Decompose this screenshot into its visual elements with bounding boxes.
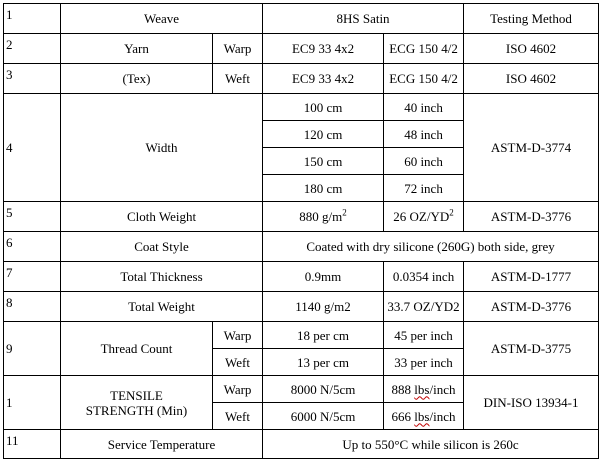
- row-number: 9: [4, 322, 61, 376]
- table-row: [4, 202, 599, 232]
- cloth-weight-metric: [263, 202, 384, 232]
- yarn-weft-value-1: EC9 33 4x2: [263, 64, 384, 94]
- tensile-warp-number: 888: [391, 381, 415, 397]
- row-number: 7: [4, 262, 61, 292]
- row-number: 1: [4, 376, 61, 430]
- table-row: [4, 430, 599, 459]
- cloth-weight-imperial-value: 26 OZ/YD: [393, 209, 450, 224]
- tensile-weft-metric: 6000 N/5cm: [263, 403, 384, 430]
- width-cm: 100 cm: [263, 94, 384, 121]
- thread-warp-metric: 18 per cm: [263, 322, 384, 349]
- warp-label: Warp: [213, 322, 263, 349]
- cloth-weight-imperial: [384, 202, 464, 232]
- weft-label: Weft: [213, 403, 263, 430]
- total-weight-imperial: 33.7 OZ/YD2: [384, 292, 464, 322]
- width-inch: 40 inch: [384, 94, 464, 121]
- table-row: [4, 292, 599, 322]
- weft-label: Weft: [213, 64, 263, 94]
- cloth-weight-label: Cloth Weight: [61, 202, 263, 232]
- table-row: [4, 94, 599, 121]
- width-method: ASTM-D-3774: [464, 94, 599, 202]
- row-number: 5: [4, 202, 61, 232]
- table-row: [4, 262, 599, 292]
- width-cm: 180 cm: [263, 175, 384, 202]
- tensile-label-line-2: STRENGTH (Min): [85, 402, 188, 418]
- tex-method: ISO 4602: [464, 64, 599, 94]
- table-row: [4, 64, 599, 94]
- cloth-weight-metric-sup: 2: [342, 207, 347, 218]
- tensile-label-line-1: TENSILE: [110, 387, 163, 403]
- service-temperature-value: Up to 550°C while silicon is 260c: [263, 430, 599, 459]
- thread-weft-metric: 13 per cm: [263, 349, 384, 376]
- weave-value: 8HS Satin: [263, 4, 464, 34]
- row-number: 1: [4, 4, 61, 34]
- table-row: [4, 376, 599, 403]
- table-row: [4, 34, 599, 64]
- tensile-weft-tail: /inch: [429, 408, 456, 424]
- total-weight-method: ASTM-D-3776: [464, 292, 599, 322]
- row-number: 8: [4, 292, 61, 322]
- row-number: 6: [4, 232, 61, 262]
- yarn-weft-value-2: ECG 150 4/2: [384, 64, 464, 94]
- yarn-label: Yarn: [61, 34, 213, 64]
- yarn-method: ISO 4602: [464, 34, 599, 64]
- width-inch: 72 inch: [384, 175, 464, 202]
- width-label: Width: [61, 94, 263, 202]
- yarn-warp-value-1: EC9 33 4x2: [263, 34, 384, 64]
- tensile-method: DIN-ISO 13934-1: [464, 376, 599, 430]
- width-cm: 120 cm: [263, 121, 384, 148]
- total-thickness-method: ASTM-D-1777: [464, 262, 599, 292]
- tensile-warp-metric: 8000 N/5cm: [263, 376, 384, 403]
- tensile-strength-label: [61, 376, 213, 430]
- tensile-warp-imperial: [384, 376, 464, 403]
- warp-label: Warp: [213, 34, 263, 64]
- thread-count-label: Thread Count: [61, 322, 213, 376]
- cloth-weight-method: ASTM-D-3776: [464, 202, 599, 232]
- total-thickness-metric: 0.9mm: [263, 262, 384, 292]
- warp-label: Warp: [213, 376, 263, 403]
- total-weight-label: Total Weight: [61, 292, 263, 322]
- cloth-weight-metric-value: 880 g/m: [299, 209, 343, 224]
- coat-style-label: Coat Style: [61, 232, 263, 262]
- row-number: 2: [4, 34, 61, 64]
- table-row: [4, 232, 599, 262]
- tensile-weft-number: 666: [391, 408, 415, 424]
- width-inch: 60 inch: [384, 148, 464, 175]
- fabric-spec-table: [3, 3, 599, 459]
- service-temperature-label: Service Temperature: [61, 430, 263, 459]
- thread-count-method: ASTM-D-3775: [464, 322, 599, 376]
- table-row: [4, 4, 599, 34]
- tensile-warp-tail: /inch: [429, 381, 456, 397]
- row-number: 11: [4, 430, 61, 459]
- width-inch: 48 inch: [384, 121, 464, 148]
- tensile-weft-imperial: [384, 403, 464, 430]
- table-row: [4, 322, 599, 349]
- coat-style-value: Coated with dry silicone (260G) both side, grey: [263, 232, 599, 262]
- weft-label: Weft: [213, 349, 263, 376]
- tensile-warp-unit: lbs: [414, 381, 430, 397]
- width-cm: 150 cm: [263, 148, 384, 175]
- yarn-warp-value-2: ECG 150 4/2: [384, 34, 464, 64]
- cloth-weight-imperial-sup: 2: [449, 207, 454, 218]
- total-weight-metric: 1140 g/m2: [263, 292, 384, 322]
- row-number: 4: [4, 94, 61, 202]
- thread-weft-imperial: 33 per inch: [384, 349, 464, 376]
- testing-method-header: Testing Method: [464, 4, 599, 34]
- thread-warp-imperial: 45 per inch: [384, 322, 464, 349]
- total-thickness-label: Total Thickness: [61, 262, 263, 292]
- row-number: 3: [4, 64, 61, 94]
- weave-label: Weave: [61, 4, 263, 34]
- tex-label: (Tex): [61, 64, 213, 94]
- tensile-weft-unit: lbs: [414, 408, 430, 424]
- total-thickness-imperial: 0.0354 inch: [384, 262, 464, 292]
